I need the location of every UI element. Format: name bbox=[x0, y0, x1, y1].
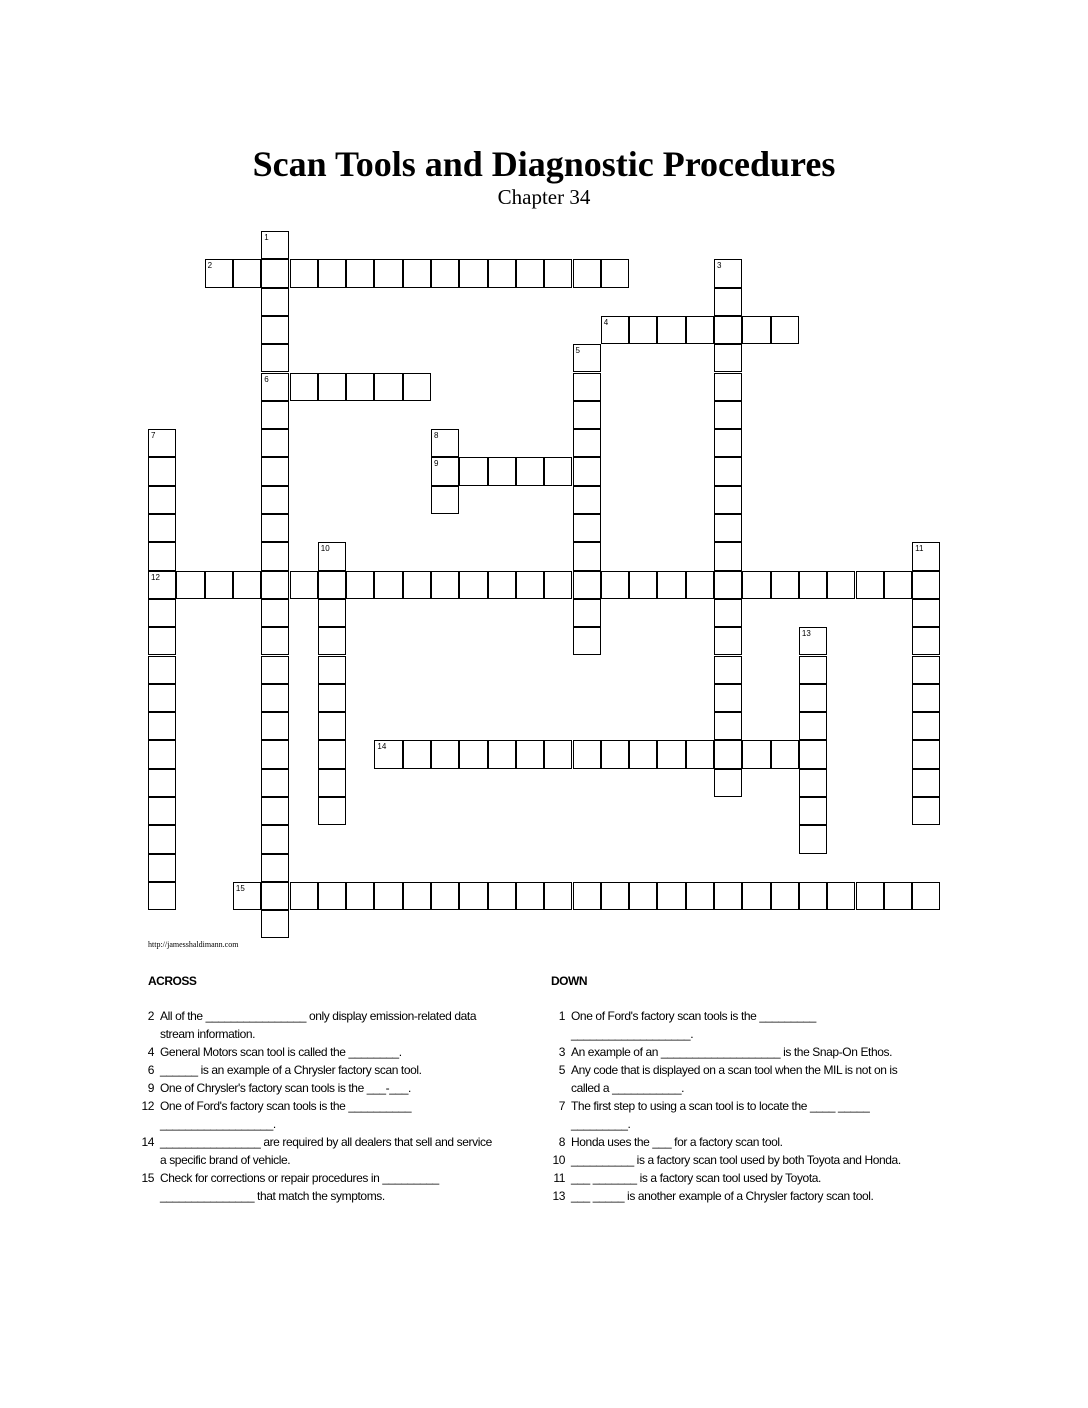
clue-number-14: 14 bbox=[377, 742, 387, 752]
grid-cell[interactable] bbox=[771, 740, 799, 768]
grid-cell[interactable] bbox=[573, 486, 601, 514]
grid-cell[interactable] bbox=[799, 825, 827, 853]
grid-cell[interactable] bbox=[318, 712, 346, 740]
grid-cell[interactable] bbox=[374, 259, 402, 287]
clue-number-4: 4 bbox=[603, 317, 609, 327]
grid-cell[interactable] bbox=[261, 910, 289, 938]
down-clue-3 bbox=[543, 1043, 915, 1061]
grid-cell[interactable] bbox=[573, 429, 601, 457]
grid-cell[interactable] bbox=[912, 712, 940, 740]
clue-number: 8 bbox=[558, 1135, 565, 1149]
across-clue-9 bbox=[132, 1079, 500, 1097]
grid-cell[interactable] bbox=[799, 684, 827, 712]
grid-cell[interactable] bbox=[261, 514, 289, 542]
grid-cell[interactable] bbox=[261, 344, 289, 372]
clue-number: 5 bbox=[558, 1063, 565, 1077]
grid-cell[interactable] bbox=[912, 797, 940, 825]
grid-cell[interactable] bbox=[290, 882, 318, 910]
clue-number-9: 9 bbox=[434, 459, 439, 469]
grid-cell[interactable] bbox=[290, 571, 318, 599]
across-clue-list bbox=[132, 1007, 500, 1205]
page-title: Scan Tools and Diagnostic Procedures bbox=[252, 144, 836, 184]
down-clue-11 bbox=[543, 1169, 915, 1187]
grid-cell[interactable] bbox=[573, 259, 601, 287]
grid-cell[interactable] bbox=[148, 486, 176, 514]
grid-cell[interactable] bbox=[742, 882, 770, 910]
grid-cell[interactable] bbox=[714, 684, 742, 712]
grid-cell[interactable] bbox=[148, 825, 176, 853]
grid-cell[interactable] bbox=[601, 740, 629, 768]
grid-cell[interactable] bbox=[912, 656, 940, 684]
grid-cell[interactable] bbox=[261, 288, 289, 316]
grid-cell[interactable] bbox=[714, 882, 742, 910]
grid-cell[interactable] bbox=[912, 627, 940, 655]
across-clue-6 bbox=[132, 1061, 500, 1079]
grid-cell[interactable] bbox=[233, 259, 261, 287]
grid-cell[interactable] bbox=[714, 457, 742, 485]
grid-cell[interactable] bbox=[403, 740, 431, 768]
grid-cell[interactable] bbox=[714, 373, 742, 401]
grid-cell[interactable] bbox=[261, 712, 289, 740]
down-clue-10 bbox=[543, 1151, 915, 1169]
grid-cell[interactable] bbox=[374, 882, 402, 910]
grid-cell[interactable] bbox=[714, 656, 742, 684]
clue-number-15: 15 bbox=[235, 883, 245, 893]
grid-cell[interactable] bbox=[148, 599, 176, 627]
grid-cell[interactable] bbox=[714, 627, 742, 655]
grid-cell[interactable] bbox=[686, 740, 714, 768]
grid-cell[interactable] bbox=[261, 797, 289, 825]
grid-cell[interactable] bbox=[601, 571, 629, 599]
grid-cell[interactable] bbox=[884, 882, 912, 910]
grid-cell[interactable] bbox=[573, 457, 601, 485]
grid-cell[interactable] bbox=[261, 401, 289, 429]
across-clue-12 bbox=[132, 1097, 500, 1133]
down-heading: DOWN bbox=[551, 974, 587, 988]
grid-cell[interactable] bbox=[318, 373, 346, 401]
grid-cell[interactable] bbox=[657, 571, 685, 599]
clue-number-12: 12 bbox=[151, 572, 160, 582]
grid-cell[interactable] bbox=[346, 882, 374, 910]
clue-text: One of Chrysler's factory scan tools is the ___-___. bbox=[160, 1081, 411, 1095]
grid-cell[interactable] bbox=[148, 627, 176, 655]
grid-cell[interactable] bbox=[714, 316, 742, 344]
grid-cell[interactable] bbox=[799, 797, 827, 825]
grid-cell[interactable] bbox=[629, 882, 657, 910]
grid-cell[interactable] bbox=[799, 740, 827, 768]
grid-cell[interactable] bbox=[148, 740, 176, 768]
clue-number: 2 bbox=[147, 1009, 154, 1023]
down-clue-8 bbox=[543, 1133, 915, 1151]
grid-cell[interactable] bbox=[714, 740, 742, 768]
grid-cell[interactable] bbox=[261, 429, 289, 457]
grid-cell[interactable] bbox=[573, 627, 601, 655]
grid-cell[interactable] bbox=[601, 882, 629, 910]
grid-cell[interactable] bbox=[573, 542, 601, 570]
grid-cell[interactable] bbox=[374, 571, 402, 599]
grid-cell[interactable] bbox=[261, 854, 289, 882]
grid-cell[interactable] bbox=[856, 882, 884, 910]
clue-text: All of the ________________ only display emission-related data stream information. bbox=[160, 1009, 477, 1041]
grid-cell[interactable] bbox=[714, 486, 742, 514]
grid-cell[interactable] bbox=[742, 571, 770, 599]
clue-number-8: 8 bbox=[434, 431, 439, 441]
grid-cell[interactable] bbox=[714, 401, 742, 429]
grid-cell[interactable] bbox=[261, 769, 289, 797]
grid-cell[interactable] bbox=[459, 457, 487, 485]
clue-text: Any code that is displayed on a scan tool when the MIL is not on is called a ___________. bbox=[571, 1063, 898, 1095]
grid-cell[interactable] bbox=[148, 854, 176, 882]
grid-cell[interactable] bbox=[148, 457, 176, 485]
grid-cell[interactable] bbox=[261, 599, 289, 627]
grid-cell[interactable] bbox=[431, 571, 459, 599]
clue-text: Honda uses the ___ for a factory scan tool. bbox=[571, 1135, 783, 1149]
grid-cell[interactable] bbox=[573, 401, 601, 429]
grid-cell[interactable] bbox=[544, 571, 572, 599]
grid-cell[interactable] bbox=[403, 882, 431, 910]
grid-cell[interactable] bbox=[686, 571, 714, 599]
grid-cell[interactable] bbox=[714, 288, 742, 316]
across-clue-14 bbox=[132, 1133, 500, 1169]
clue-number: 11 bbox=[553, 1171, 565, 1185]
grid-cell[interactable] bbox=[686, 316, 714, 344]
grid-cell[interactable] bbox=[488, 882, 516, 910]
clue-text: General Motors scan tool is called the ________. bbox=[160, 1045, 402, 1059]
across-clue-2 bbox=[132, 1007, 500, 1043]
grid-cell[interactable] bbox=[431, 486, 459, 514]
grid-cell[interactable] bbox=[488, 571, 516, 599]
grid-cell[interactable] bbox=[459, 259, 487, 287]
grid-cell[interactable] bbox=[261, 316, 289, 344]
grid-cell[interactable] bbox=[290, 373, 318, 401]
grid-cell[interactable] bbox=[629, 316, 657, 344]
grid-cell[interactable] bbox=[516, 571, 544, 599]
grid-cell[interactable] bbox=[629, 571, 657, 599]
grid-cell[interactable] bbox=[233, 571, 261, 599]
grid-cell[interactable] bbox=[714, 514, 742, 542]
clue-text: The first step to using a scan tool is to locate the ____ _____ _________. bbox=[571, 1099, 870, 1131]
clue-text: ______ is an example of a Chrysler factory scan tool. bbox=[160, 1063, 422, 1077]
grid-cell[interactable] bbox=[714, 712, 742, 740]
grid-cell[interactable] bbox=[346, 259, 374, 287]
across-clue-4 bbox=[132, 1043, 500, 1061]
clue-number: 6 bbox=[147, 1063, 154, 1077]
grid-cell[interactable] bbox=[459, 740, 487, 768]
grid-cell[interactable] bbox=[799, 712, 827, 740]
grid-cell[interactable] bbox=[771, 316, 799, 344]
grid-cell[interactable] bbox=[657, 882, 685, 910]
clue-number: 10 bbox=[552, 1153, 565, 1167]
grid-cell[interactable] bbox=[799, 882, 827, 910]
grid-cell[interactable] bbox=[318, 259, 346, 287]
grid-cell[interactable] bbox=[318, 740, 346, 768]
grid-cell[interactable] bbox=[488, 259, 516, 287]
grid-cell[interactable] bbox=[290, 259, 318, 287]
clue-number: 9 bbox=[147, 1081, 154, 1095]
grid-cell[interactable] bbox=[261, 740, 289, 768]
clue-number-13: 13 bbox=[801, 629, 811, 639]
clue-number-10: 10 bbox=[320, 544, 330, 554]
across-clue-15 bbox=[132, 1169, 500, 1205]
across-heading: ACROSS bbox=[148, 974, 197, 988]
down-clue-7 bbox=[543, 1097, 915, 1133]
grid-cell[interactable] bbox=[261, 684, 289, 712]
clue-number: 4 bbox=[147, 1045, 154, 1059]
grid-cell[interactable] bbox=[912, 571, 940, 599]
clue-number: 13 bbox=[552, 1189, 565, 1203]
grid-cell[interactable] bbox=[488, 457, 516, 485]
clue-number-7: 7 bbox=[151, 431, 156, 441]
clue-text: One of Ford's factory scan tools is the __________ __________________. bbox=[160, 1099, 412, 1131]
grid-cell[interactable] bbox=[657, 740, 685, 768]
grid-cell[interactable] bbox=[318, 656, 346, 684]
clue-text: One of Ford's factory scan tools is the _________ ___________________. bbox=[571, 1009, 816, 1041]
grid-cell[interactable] bbox=[912, 882, 940, 910]
grid-cell[interactable] bbox=[827, 882, 855, 910]
grid-cell[interactable] bbox=[714, 769, 742, 797]
grid-cell[interactable] bbox=[403, 259, 431, 287]
grid-cell[interactable] bbox=[771, 882, 799, 910]
grid-cell[interactable] bbox=[346, 571, 374, 599]
clue-number: 1 bbox=[558, 1009, 565, 1023]
grid-cell[interactable] bbox=[488, 740, 516, 768]
grid-cell[interactable] bbox=[912, 769, 940, 797]
grid-cell[interactable] bbox=[148, 712, 176, 740]
grid-cell[interactable] bbox=[176, 571, 204, 599]
grid-cell[interactable] bbox=[742, 740, 770, 768]
grid-cell[interactable] bbox=[261, 656, 289, 684]
grid-cell[interactable] bbox=[261, 259, 289, 287]
grid-cell[interactable] bbox=[261, 882, 289, 910]
grid-cell[interactable] bbox=[714, 599, 742, 627]
source-url: http://jamesshaldimann.com bbox=[148, 940, 239, 949]
down-clue-13 bbox=[543, 1187, 915, 1205]
grid-cell[interactable] bbox=[261, 457, 289, 485]
grid-cell[interactable] bbox=[431, 259, 459, 287]
grid-cell[interactable] bbox=[261, 542, 289, 570]
grid-cell[interactable] bbox=[714, 542, 742, 570]
grid-cell[interactable] bbox=[573, 373, 601, 401]
clue-number-6: 6 bbox=[264, 374, 269, 384]
grid-cell[interactable] bbox=[346, 373, 374, 401]
grid-cell[interactable] bbox=[912, 740, 940, 768]
grid-cell[interactable] bbox=[431, 882, 459, 910]
grid-cell[interactable] bbox=[374, 373, 402, 401]
grid-cell[interactable] bbox=[261, 627, 289, 655]
grid-cell[interactable] bbox=[856, 571, 884, 599]
grid-cell[interactable] bbox=[657, 316, 685, 344]
grid-cell[interactable] bbox=[403, 373, 431, 401]
grid-cell[interactable] bbox=[148, 656, 176, 684]
grid-cell[interactable] bbox=[516, 457, 544, 485]
grid-cell[interactable] bbox=[318, 571, 346, 599]
grid-cell[interactable] bbox=[629, 740, 657, 768]
grid-cell[interactable] bbox=[912, 599, 940, 627]
clue-number: 3 bbox=[558, 1045, 565, 1059]
grid-cell[interactable] bbox=[884, 571, 912, 599]
grid-cell[interactable] bbox=[516, 882, 544, 910]
clue-text: ___ _______ is a factory scan tool used by Toyota. bbox=[571, 1171, 821, 1185]
grid-cell[interactable] bbox=[573, 571, 601, 599]
grid-cell[interactable] bbox=[544, 882, 572, 910]
clue-number: 7 bbox=[558, 1099, 565, 1113]
grid-cell[interactable] bbox=[403, 571, 431, 599]
clue-text: ________________ are required by all dealers that sell and service a specific brand of vehicle. bbox=[160, 1135, 492, 1167]
grid-cell[interactable] bbox=[261, 486, 289, 514]
page-subtitle: Chapter 34 bbox=[497, 185, 591, 209]
grid-cell[interactable] bbox=[771, 571, 799, 599]
clue-text: ___ _____ is another example of a Chrysler factory scan tool. bbox=[571, 1189, 874, 1203]
grid-cell[interactable] bbox=[318, 627, 346, 655]
grid-cell[interactable] bbox=[714, 571, 742, 599]
clue-text: An example of an ___________________ is the Snap-On Ethos. bbox=[571, 1045, 893, 1059]
down-clue-5 bbox=[543, 1061, 915, 1097]
grid-cell[interactable] bbox=[516, 740, 544, 768]
down-clue-list bbox=[543, 1007, 915, 1205]
grid-cell[interactable] bbox=[459, 571, 487, 599]
grid-cell[interactable] bbox=[516, 259, 544, 287]
clue-number-2: 2 bbox=[207, 261, 213, 271]
clue-number: 14 bbox=[141, 1135, 154, 1149]
grid-cell[interactable] bbox=[544, 457, 572, 485]
grid-cell[interactable] bbox=[205, 571, 233, 599]
clue-number-1: 1 bbox=[264, 233, 269, 242]
grid-cell[interactable] bbox=[459, 882, 487, 910]
grid-cell[interactable] bbox=[318, 684, 346, 712]
grid-cell[interactable] bbox=[544, 740, 572, 768]
grid-cell[interactable] bbox=[573, 882, 601, 910]
grid-cell[interactable] bbox=[686, 882, 714, 910]
grid-cell[interactable] bbox=[261, 571, 289, 599]
grid-cell[interactable] bbox=[573, 514, 601, 542]
clue-number: 12 bbox=[141, 1099, 154, 1113]
grid-cell[interactable] bbox=[148, 769, 176, 797]
grid-cell[interactable] bbox=[148, 684, 176, 712]
grid-cell[interactable] bbox=[544, 259, 572, 287]
grid-cell[interactable] bbox=[318, 882, 346, 910]
grid-cell[interactable] bbox=[799, 571, 827, 599]
grid-cell[interactable] bbox=[431, 740, 459, 768]
grid-cell[interactable] bbox=[827, 571, 855, 599]
clue-number-5: 5 bbox=[575, 346, 580, 356]
grid-cell[interactable] bbox=[742, 316, 770, 344]
clue-number-3: 3 bbox=[717, 261, 722, 271]
grid-cell[interactable] bbox=[714, 344, 742, 372]
grid-cell[interactable] bbox=[714, 429, 742, 457]
grid-cell[interactable] bbox=[148, 514, 176, 542]
grid-cell[interactable] bbox=[261, 825, 289, 853]
grid-cell[interactable] bbox=[318, 797, 346, 825]
grid-cell[interactable] bbox=[573, 740, 601, 768]
clue-number: 15 bbox=[141, 1171, 154, 1185]
grid-cell[interactable] bbox=[318, 769, 346, 797]
grid-cell[interactable] bbox=[148, 797, 176, 825]
grid-cell[interactable] bbox=[799, 769, 827, 797]
clue-text: __________ is a factory scan tool used by both Toyota and Honda. bbox=[571, 1153, 901, 1167]
grid-cell[interactable] bbox=[573, 599, 601, 627]
grid-cell[interactable] bbox=[912, 684, 940, 712]
grid-cell[interactable] bbox=[148, 542, 176, 570]
grid-cell[interactable] bbox=[799, 656, 827, 684]
grid-cell[interactable] bbox=[318, 599, 346, 627]
grid-cell[interactable] bbox=[601, 259, 629, 287]
clue-text: Check for corrections or repair procedures in _________ _______________ that match the symptoms. bbox=[160, 1171, 439, 1203]
grid-cell[interactable] bbox=[148, 882, 176, 910]
clue-number-11: 11 bbox=[915, 544, 924, 554]
down-clue-1 bbox=[543, 1007, 915, 1043]
